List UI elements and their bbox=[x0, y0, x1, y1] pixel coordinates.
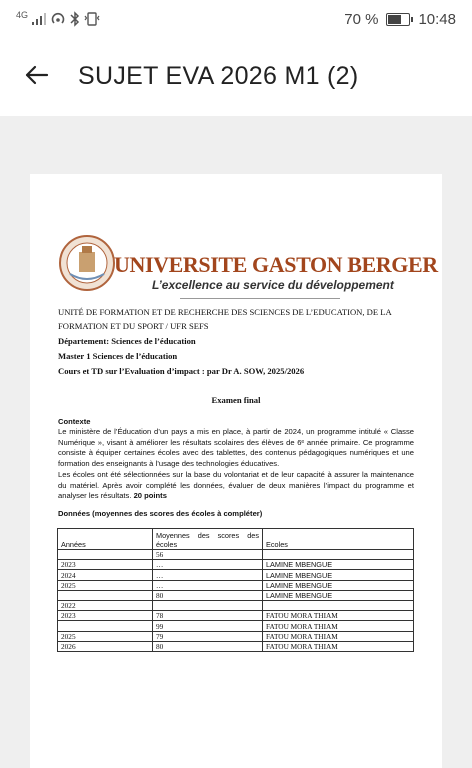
table-row bbox=[58, 560, 414, 570]
battery-fill bbox=[388, 15, 401, 24]
back-arrow-icon[interactable] bbox=[22, 60, 52, 90]
status-icons-right bbox=[344, 11, 456, 28]
header-divider bbox=[180, 298, 340, 299]
table-row bbox=[58, 590, 414, 600]
department-line: Département: Sciences de l’éducation bbox=[58, 336, 196, 346]
header-scores: Moyennes des scores des écoles bbox=[153, 529, 263, 550]
cell-score: 80 bbox=[153, 641, 263, 651]
document-title: SUJET EVA 2026 M1 (2) bbox=[78, 62, 359, 90]
context-paragraph-1: Le ministère de l’Éducation d’un pays a mis en place, à partir de 2024, un programme intitulé « Classe Numérique », visant à améliorer les résultats scolaires des élèves de 6ᵉ année primaire. Ce programme consiste à équiper certaines écoles avec des tablettes, des contenus pédagogiques numériques et une formation des enseignants à l’usage des technologies éducatives. bbox=[58, 427, 414, 468]
table-body bbox=[58, 550, 414, 652]
cell-school: FATOU MORA THIAM bbox=[263, 611, 414, 621]
cell-school: FATOU MORA THIAM bbox=[263, 641, 414, 651]
cell-school: LAMINE MBENGUE bbox=[263, 590, 414, 600]
course-line: Cours et TD sur l’Evaluation d’impact : par Dr A. SOW, 2025/2026 bbox=[58, 366, 305, 376]
context-paragraph-2 bbox=[58, 470, 414, 502]
cell-year: 2022 bbox=[58, 600, 153, 610]
cell-year bbox=[58, 590, 153, 600]
table-row bbox=[58, 621, 414, 631]
battery-icon bbox=[386, 13, 410, 26]
table-row bbox=[58, 570, 414, 580]
university-seal-icon bbox=[58, 234, 116, 292]
app-bar bbox=[0, 40, 472, 116]
cell-score: … bbox=[153, 560, 263, 570]
cell-score: 80 bbox=[153, 590, 263, 600]
clock: 10:48 bbox=[418, 11, 456, 28]
cell-year: 2023 bbox=[58, 560, 153, 570]
cell-score: 79 bbox=[153, 631, 263, 641]
cell-school: FATOU MORA THIAM bbox=[263, 631, 414, 641]
master-line: Master 1 Sciences de l’éducation bbox=[58, 351, 178, 361]
cell-score: … bbox=[153, 580, 263, 590]
cell-school: LAMINE MBENGUE bbox=[263, 580, 414, 590]
table-row bbox=[58, 631, 414, 641]
battery-percent: 70 % bbox=[344, 11, 379, 28]
ufr-line-2: FORMATION ET DU SPORT / UFR SEFS bbox=[58, 321, 209, 331]
header-years: Années bbox=[58, 529, 153, 550]
university-header bbox=[58, 234, 438, 304]
cell-school: LAMINE MBENGUE bbox=[263, 560, 414, 570]
university-name: UNIVERSITE GASTON BERGER bbox=[114, 252, 438, 277]
cell-score: 56 bbox=[153, 550, 263, 560]
cell-school: LAMINE MBENGUE bbox=[263, 570, 414, 580]
cell-score: … bbox=[153, 570, 263, 580]
network-label: 4G bbox=[16, 10, 29, 20]
cell-school: FATOU MORA THIAM bbox=[263, 621, 414, 631]
header-schools: Ecoles bbox=[263, 529, 414, 550]
context-heading: Contexte bbox=[58, 417, 91, 426]
viewer-background bbox=[0, 116, 472, 174]
cell-year: 2023 bbox=[58, 611, 153, 621]
cell-year bbox=[58, 550, 153, 560]
table-row bbox=[58, 550, 414, 560]
cell-score: 99 bbox=[153, 621, 263, 631]
ufr-line-1: UNITÉ DE FORMATION ET DE RECHERCHE DES SCIENCES DE L’EDUCATION, DE LA bbox=[58, 307, 392, 317]
cell-score: 78 bbox=[153, 611, 263, 621]
vibrate-icon bbox=[84, 12, 100, 26]
table-row bbox=[58, 580, 414, 590]
cell-score bbox=[153, 600, 263, 610]
status-bar bbox=[0, 0, 472, 40]
exam-title: Examen final bbox=[211, 395, 261, 405]
table-row bbox=[58, 611, 414, 621]
table-row bbox=[58, 600, 414, 610]
cell-school bbox=[263, 600, 414, 610]
scores-table bbox=[57, 528, 414, 652]
data-heading: Données (moyennes des scores des écoles à compléter) bbox=[58, 509, 263, 518]
bluetooth-icon bbox=[70, 11, 80, 27]
hotspot-icon bbox=[50, 11, 66, 27]
signal-icon bbox=[32, 13, 46, 25]
cell-school bbox=[263, 550, 414, 560]
table-row bbox=[58, 641, 414, 651]
cell-year bbox=[58, 621, 153, 631]
cell-year: 2025 bbox=[58, 631, 153, 641]
status-icons-left bbox=[16, 11, 100, 27]
document-page[interactable] bbox=[30, 174, 442, 768]
university-motto: L’excellence au service du développement bbox=[152, 278, 394, 292]
table-header-row bbox=[58, 529, 414, 550]
cell-year: 2024 bbox=[58, 570, 153, 580]
cell-year: 2026 bbox=[58, 641, 153, 651]
context-paragraph-2-text: Les écoles ont été sélectionnées sur la base du volontariat et de leur capacité à assurer la maintenance du matériel. Après avoir complété les données, évaluer de deux manières l’impact du programme et analyser les résultats. bbox=[58, 470, 414, 500]
cell-year: 2025 bbox=[58, 580, 153, 590]
points-label: 20 points bbox=[133, 491, 167, 500]
